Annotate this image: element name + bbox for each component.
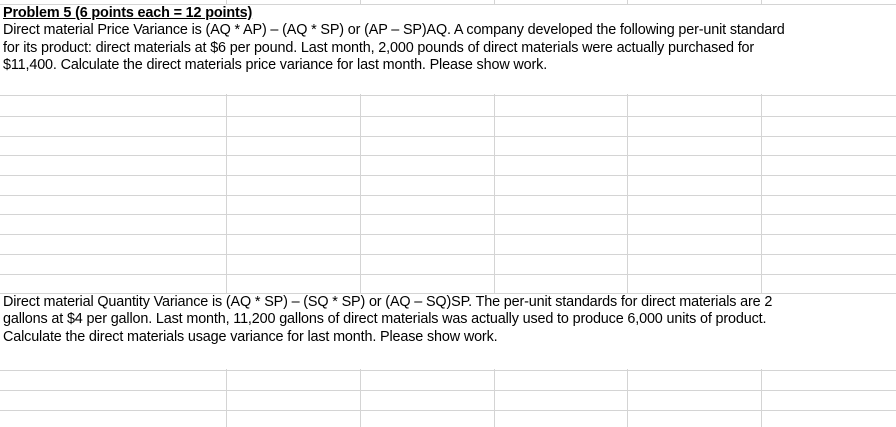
problem-title: Problem 5 (6 points each = 12 points) (3, 5, 253, 21)
price-variance-line: $11,400. Calculate the direct materials price variance for last month. Please show work. (3, 57, 548, 74)
problem-cell-quantity-variance[interactable] (0, 294, 893, 369)
price-variance-line: for its product: direct materials at $6 per pound. Last month, 2,000 pounds of direct materials were actually purchased for (3, 39, 755, 56)
quantity-variance-line: gallons at $4 per gallon. Last month, 11,200 gallons of direct materials was actually used to produce 6,000 units of product. (3, 311, 767, 328)
price-variance-line: Direct material Price Variance is (AQ * AP) – (AQ * SP) or (AP – SP)AQ. A company developed the following per-unit standard (3, 22, 785, 39)
problem-cell-price-variance[interactable] (0, 5, 893, 94)
quantity-variance-line: Direct material Quantity Variance is (AQ * SP) – (SQ * SP) or (AQ – SQ)SP. The per-unit standards for direct materials are 2 (3, 294, 773, 310)
quantity-variance-line: Calculate the direct materials usage variance for last month. Please show work. (3, 328, 498, 345)
